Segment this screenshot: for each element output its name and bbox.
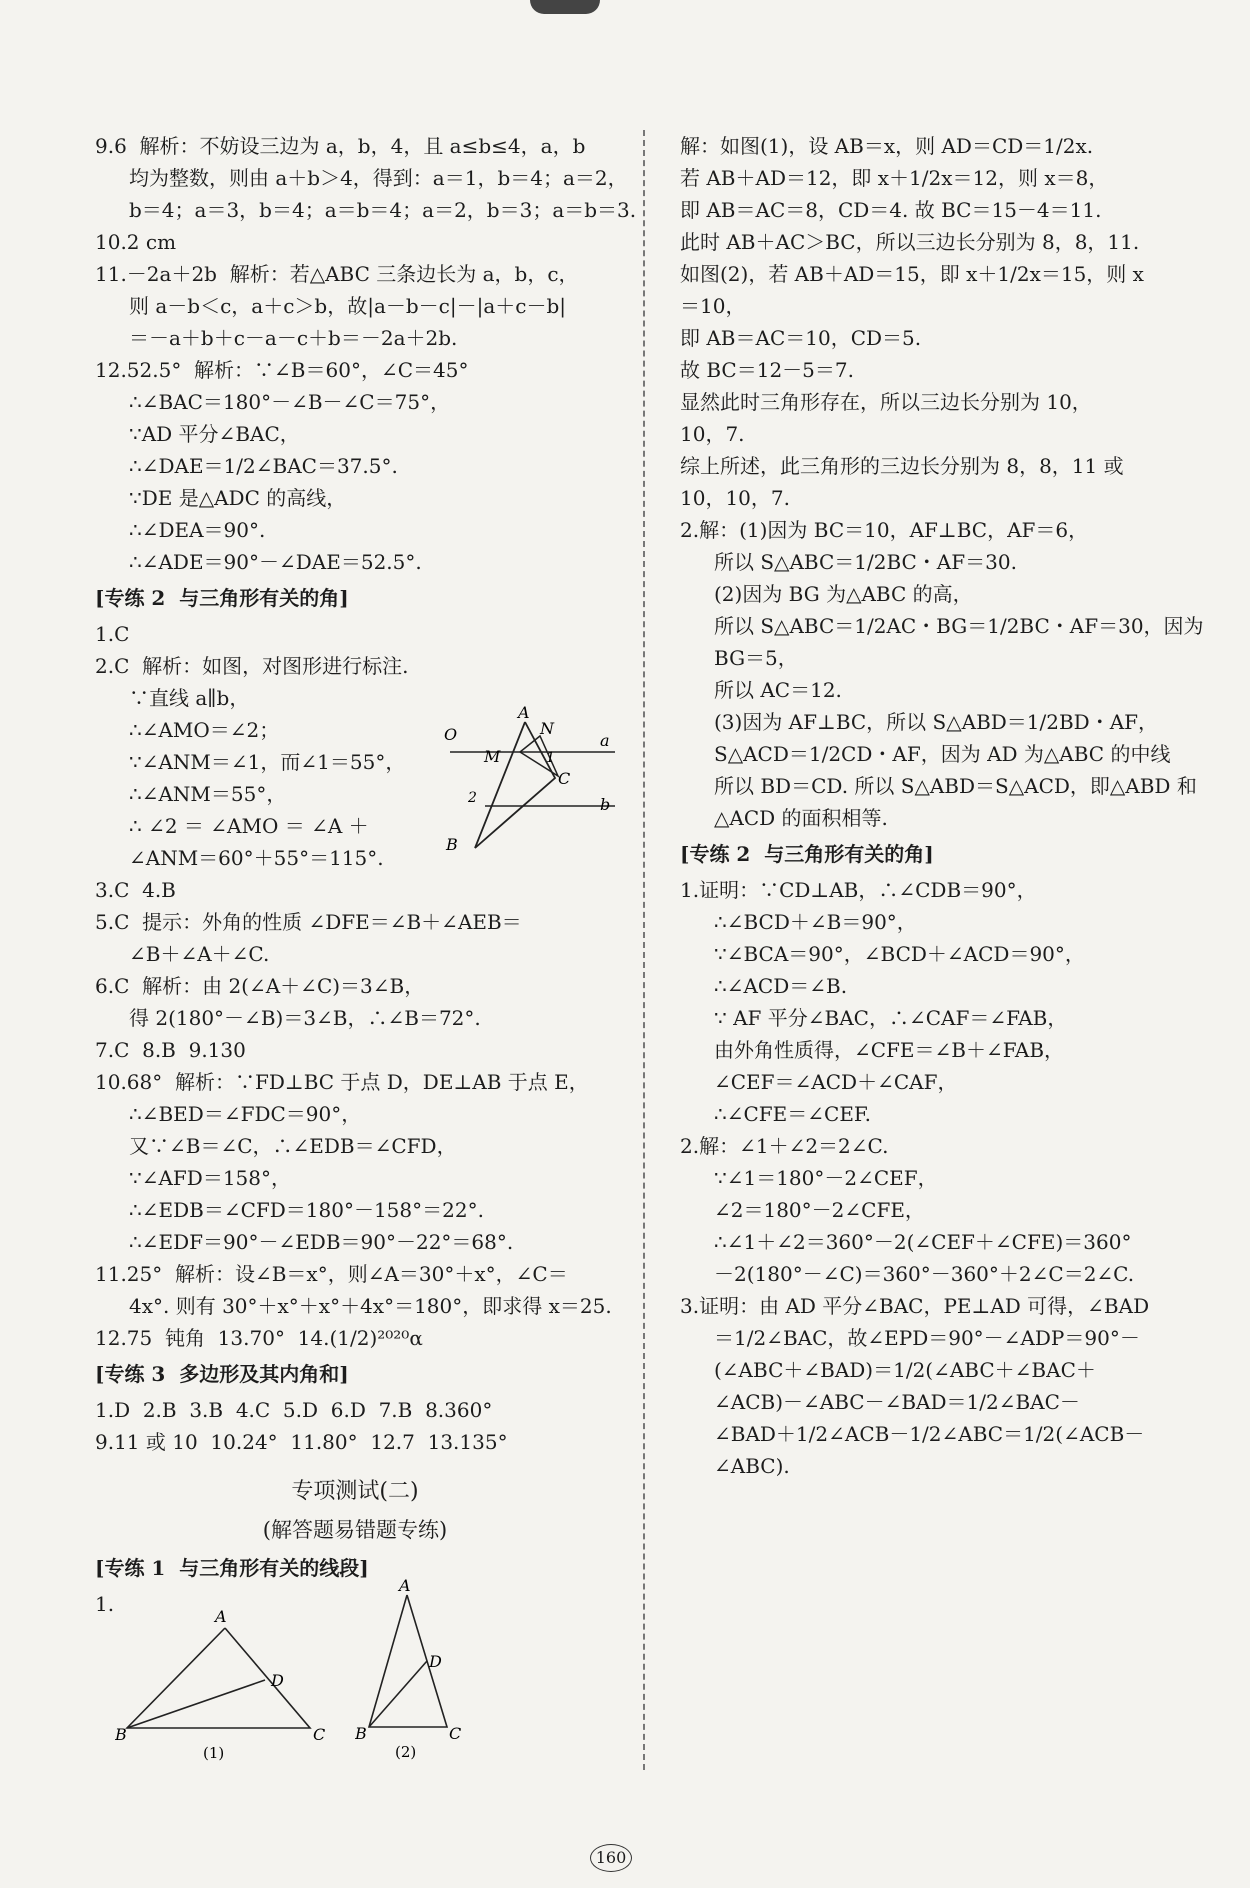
text-line: ∵直线 a∥b， bbox=[129, 686, 250, 710]
text-line: ∵∠ANM＝∠1，而∠1＝55°， bbox=[129, 750, 406, 774]
text-line: 即 AB＝AC＝10，CD＝5. bbox=[680, 326, 922, 350]
section-heading: [专练 2 与三角形有关的角] bbox=[95, 586, 349, 610]
text-line: ∠ABC). bbox=[714, 1454, 790, 1478]
text-line: 又∵∠B＝∠C，∴∠EDB＝∠CFD， bbox=[129, 1134, 457, 1158]
text-line: ＝－a＋b＋c－a－c＋b＝－2a＋2b. bbox=[129, 326, 458, 350]
label-C: C bbox=[313, 1725, 326, 1744]
text-line: S△ACD＝1/2CD・AF，因为 AD 为△ABC 的中线 bbox=[714, 742, 1171, 766]
page-number: 160 bbox=[590, 1844, 632, 1872]
label-C: C bbox=[558, 769, 571, 788]
text-line: ∠2＝180°－2∠CFE， bbox=[714, 1198, 925, 1222]
text-line: 此时 AB＋AC＞BC，所以三边长分别为 8，8，11. bbox=[680, 230, 1140, 254]
text-line: 即 AB＝AC＝8，CD＝4. 故 BC＝15－4＝11. bbox=[680, 198, 1102, 222]
text-line: 解：如图(1)，设 AB＝x，则 AD＝CD＝1/2x. bbox=[680, 134, 1094, 158]
text-line: 3.证明：由 AD 平分∠BAC，PE⊥AD 可得，∠BAD bbox=[680, 1294, 1150, 1318]
label-B: B bbox=[115, 1725, 127, 1744]
figure-caption-2: (2) bbox=[395, 1743, 417, 1761]
text-line: 若 AB＋AD＝12，即 x＋1/2x＝12，则 x＝8， bbox=[680, 166, 1109, 190]
label-C: C bbox=[449, 1724, 462, 1743]
label-a: a bbox=[600, 731, 610, 750]
text-line: 5.C 提示：外角的性质 ∠DFE＝∠B＋∠AEB＝ bbox=[95, 910, 522, 934]
text-line: 10.68° 解析：∵FD⊥BC 于点 D，DE⊥AB 于点 E， bbox=[95, 1070, 589, 1094]
section-heading: [专练 2 与三角形有关的角] bbox=[680, 842, 934, 866]
text-line: ∴∠EDB＝∠CFD＝180°－158°＝22°. bbox=[129, 1198, 484, 1222]
text-line: (2)因为 BG 为△ABC 的高， bbox=[714, 582, 973, 606]
figure-caption-1: (1) bbox=[203, 1744, 225, 1762]
text-line: 均为整数，则由 a＋b＞4，得到：a＝1，b＝4；a＝2， bbox=[129, 166, 628, 190]
text-line: ∠ANM＝60°＋55°＝115°. bbox=[129, 846, 384, 870]
text-line: 12.75 钝角 13.70° 14.(1/2)²⁰²⁰α bbox=[95, 1326, 423, 1350]
text-line: 10，10，7. bbox=[680, 486, 790, 510]
text-line: ∵∠AFD＝158°， bbox=[129, 1166, 292, 1190]
text-line: ∴∠CFE＝∠CEF. bbox=[714, 1102, 872, 1126]
text-line: 1.证明：∵CD⊥AB，∴∠CDB＝90°， bbox=[680, 878, 1037, 902]
text-line: b＝4；a＝3，b＝4；a＝b＝4；a＝2，b＝3；a＝b＝3. bbox=[129, 198, 637, 222]
text-line: ∵AD 平分∠BAC， bbox=[129, 422, 300, 446]
text-line: ∴∠DEA＝90°. bbox=[129, 518, 266, 542]
label-D: D bbox=[429, 1652, 442, 1671]
test-title: 专项测试(二) bbox=[291, 1479, 419, 1504]
text-line: (∠ABC＋∠BAD)＝1/2(∠ABC＋∠BAC＋ bbox=[714, 1358, 1096, 1382]
text-line: 显然此时三角形存在，所以三边长分别为 10， bbox=[680, 390, 1092, 414]
text-line: ∴ ∠2 ＝ ∠AMO ＝ ∠A ＋ bbox=[129, 814, 369, 838]
text-line: 11.25° 解析：设∠B＝x°，则∠A＝30°＋x°，∠C＝ bbox=[95, 1262, 568, 1286]
label-b: b bbox=[600, 795, 611, 814]
text-line: 6.C 解析：由 2(∠A＋∠C)＝3∠B， bbox=[95, 974, 425, 998]
label-O: O bbox=[444, 725, 458, 744]
text-line: ∠CEF＝∠ACD＋∠CAF， bbox=[714, 1070, 958, 1094]
left-column bbox=[95, 130, 637, 1620]
column-divider bbox=[643, 130, 645, 1770]
parallel-lines-figure bbox=[440, 700, 620, 860]
label-B: B bbox=[355, 1724, 367, 1743]
text-line: 12.52.5° 解析：∵∠B＝60°，∠C＝45° bbox=[95, 358, 469, 382]
text-line: ∴∠EDF＝90°－∠EDB＝90°－22°＝68°. bbox=[129, 1230, 514, 1254]
text-line: 9.6 解析：不妨设三边为 a，b，4，且 a≤b≤4，a，b bbox=[95, 134, 586, 158]
text-line: 4x°. 则有 30°＋x°＋x°＋4x°＝180°，即求得 x＝25. bbox=[129, 1294, 612, 1318]
text-line: ∴∠1＋∠2＝360°－2(∠CEF＋∠CFE)＝360° bbox=[714, 1230, 1132, 1254]
text-line: ∴∠ADE＝90°－∠DAE＝52.5°. bbox=[129, 550, 422, 574]
label-A: A bbox=[215, 1607, 227, 1626]
text-line: ＝1/2∠BAC，故∠EPD＝90°－∠ADP＝90°－ bbox=[714, 1326, 1140, 1350]
text-line: －2(180°－∠C)＝360°－360°＋2∠C＝2∠C. bbox=[714, 1262, 1135, 1286]
text-line: ∴∠BCD＋∠B＝90°， bbox=[714, 910, 917, 934]
text-line: 1. bbox=[95, 1592, 115, 1616]
text-line: 如图(2)，若 AB＋AD＝15，即 x＋1/2x＝15，则 x bbox=[680, 262, 1144, 286]
text-line: 由外角性质得，∠CFE＝∠B＋∠FAB， bbox=[714, 1038, 1065, 1062]
text-line: ∵ AF 平分∠BAC，∴∠CAF＝∠FAB， bbox=[714, 1006, 1068, 1030]
label-N: N bbox=[540, 719, 554, 738]
text-line: ∵∠1＝180°－2∠CEF， bbox=[714, 1166, 938, 1190]
text-line: 9.11 或 10 10.24° 11.80° 12.7 13.135° bbox=[95, 1430, 508, 1454]
text-line: 2.解：(1)因为 BC＝10，AF⊥BC，AF＝6， bbox=[680, 518, 1089, 542]
label-D: D bbox=[271, 1671, 284, 1690]
text-line: 所以 S△ABC＝1/2AC・BG＝1/2BC・AF＝30，因为 bbox=[714, 614, 1204, 638]
text-line: ∠ACB)－∠ABC－∠BAD＝1/2∠BAC－ bbox=[714, 1390, 1080, 1414]
label-B: B bbox=[446, 835, 458, 854]
text-line: 2.C 解析：如图，对图形进行标注. bbox=[95, 654, 409, 678]
text-line: ∵∠BCA＝90°，∠BCD＋∠ACD＝90°， bbox=[714, 942, 1085, 966]
text-line: ∴∠BAC＝180°－∠B－∠C＝75°， bbox=[129, 390, 451, 414]
triangle-figure-1 bbox=[115, 1600, 330, 1765]
text-line: △ACD 的面积相等. bbox=[714, 806, 888, 830]
label-M: M bbox=[484, 747, 501, 766]
text-line: ∴∠AMO＝∠2； bbox=[129, 718, 280, 742]
triangle-figure-2 bbox=[355, 1575, 475, 1765]
text-line: 10.2 cm bbox=[95, 230, 177, 254]
top-binding-mark bbox=[530, 0, 600, 14]
text-line: ∴∠BED＝∠FDC＝90°， bbox=[129, 1102, 362, 1126]
text-line: ∴∠DAE＝1/2∠BAC＝37.5°. bbox=[129, 454, 398, 478]
text-line: ＝10， bbox=[680, 294, 746, 318]
test-subtitle: (解答题易错题专练) bbox=[262, 1518, 448, 1542]
label-A: A bbox=[399, 1576, 411, 1595]
text-line: (3)因为 AF⊥BC，所以 S△ABD＝1/2BD・AF， bbox=[714, 710, 1159, 734]
text-line: 所以 AC＝12. bbox=[714, 678, 842, 702]
text-line: 所以 S△ABC＝1/2BC・AF＝30. bbox=[714, 550, 1017, 574]
text-line: ∠B＋∠A＋∠C. bbox=[129, 942, 270, 966]
section-heading: [专练 1 与三角形有关的线段] bbox=[95, 1556, 369, 1580]
text-line: 所以 BD＝CD. 所以 S△ABD＝S△ACD，即△ABD 和 bbox=[714, 774, 1197, 798]
text-line: BG＝5， bbox=[714, 646, 798, 670]
label-2: 2 bbox=[468, 790, 477, 806]
text-line: 3.C 4.B bbox=[95, 878, 176, 902]
text-line: ∴∠ANM＝55°， bbox=[129, 782, 287, 806]
text-line: 得 2(180°－∠B)＝3∠B，∴∠B＝72°. bbox=[129, 1006, 481, 1030]
section-heading: [专练 3 多边形及其内角和] bbox=[95, 1362, 349, 1386]
text-line: ∵DE 是△ADC 的高线， bbox=[129, 486, 347, 510]
text-line: 2.解：∠1＋∠2＝2∠C. bbox=[680, 1134, 889, 1158]
text-line: 11.－2a＋2b 解析：若△ABC 三条边长为 a，b，c， bbox=[95, 262, 579, 286]
text-line: 1.C bbox=[95, 622, 130, 646]
right-column bbox=[680, 130, 1204, 1482]
label-1: 1 bbox=[546, 750, 555, 766]
text-line: 10，7. bbox=[680, 422, 745, 446]
text-line: 综上所述，此三角形的三边长分别为 8，8，11 或 bbox=[680, 454, 1124, 478]
text-line: ∴∠ACD＝∠B. bbox=[714, 974, 848, 998]
label-A: A bbox=[518, 703, 530, 722]
text-line: 故 BC＝12－5＝7. bbox=[680, 358, 854, 382]
text-line: 7.C 8.B 9.130 bbox=[95, 1038, 246, 1062]
text-line: ∠BAD＋1/2∠ACB－1/2∠ABC＝1/2(∠ACB－ bbox=[714, 1422, 1145, 1446]
text-line: 则 a－b＜c，a＋c＞b，故|a－b－c|－|a＋c－b| bbox=[129, 294, 567, 318]
text-line: 1.D 2.B 3.B 4.C 5.D 6.D 7.B 8.360° bbox=[95, 1398, 493, 1422]
